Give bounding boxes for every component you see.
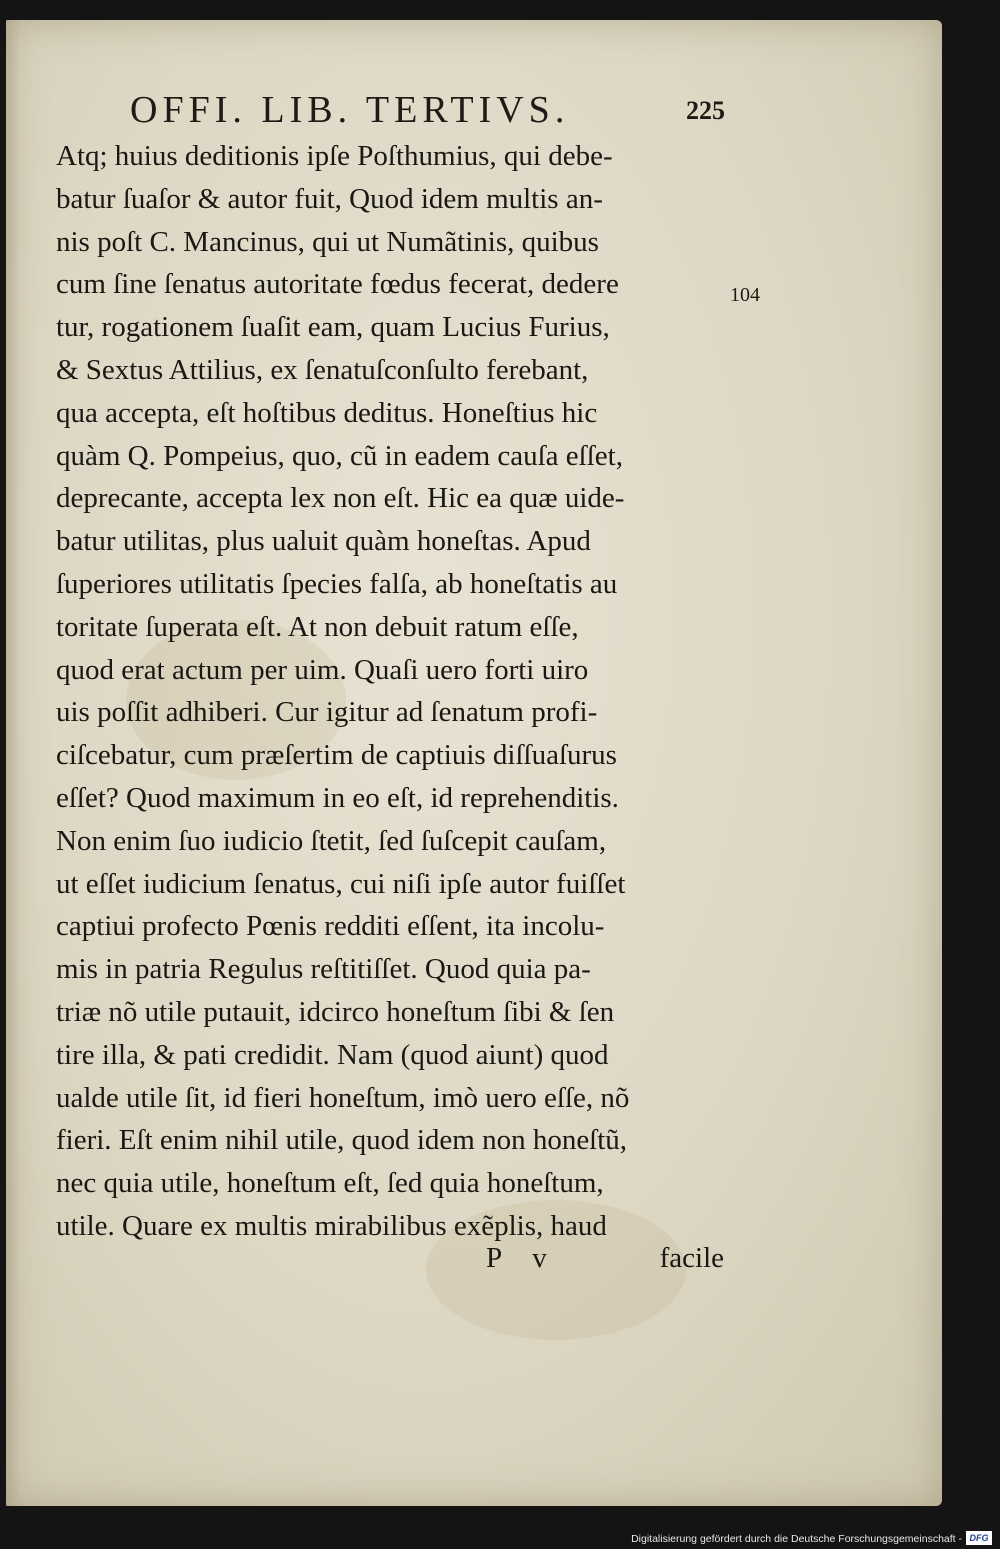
catchword: facile [659, 1242, 724, 1274]
body-text [56, 135, 726, 1248]
text-line: nis poſt C. Mancinus, qui ut Numãtinis, quibus [56, 225, 599, 258]
text-line: Non enim ſuo iudicio ſtetit, ſed ſuſcepit cauſam, [56, 824, 607, 857]
signature-mark: P v [486, 1242, 559, 1274]
text-line: quod erat actum per uim. Quaſi uero forti uiro [56, 653, 589, 686]
text-line: toritate ſuperata eſt. At non debuit ratum eſſe, [56, 610, 579, 643]
text-line: utile. Quare ex multis mirabilibus exẽplis, haud [56, 1209, 607, 1242]
catch-line [486, 1242, 726, 1284]
text-line: ut eſſet iudicium ſenatus, cui niſi ipſe autor fuiſſet [56, 867, 626, 900]
text-line: triæ nõ utile putauit, idcirco honeſtum ſibi & ſen [56, 995, 615, 1028]
text-line: ciſcebatur, cum præſertim de captiuis diſſuaſurus [56, 739, 617, 772]
text-line: eſſet? Quod maximum in eo eſt, id reprehenditis. [56, 781, 619, 814]
text-line: & Sextus Attilius, ex ſenatuſconſulto ferebant, [56, 353, 589, 386]
text-line: Atq; huius deditionis ipſe Poſthumius, qui debe- [56, 140, 613, 172]
text-line: cum ſine ſenatus autoritate fœdus fecerat, dedere [56, 268, 619, 301]
text-line: fieri. Eſt enim nihil utile, quod idem non honeſtũ, [56, 1124, 628, 1157]
text-line: deprecante, accepta lex non eſt. Hic ea quæ uide- [56, 482, 625, 515]
text-line: ſuperiores utilitatis ſpecies falſa, ab honeſtatis au [56, 567, 618, 600]
running-head: OFFI. LIB. TERTIVS. [130, 89, 570, 131]
dfg-logo: DFG [966, 1531, 992, 1545]
text-line: batur utilitas, plus ualuit quàm honeſtas. Apud [56, 525, 591, 558]
text-line: batur ſuaſor & autor fuit, Quod idem multis an- [56, 182, 603, 215]
text-line: tire illa, & pati credidit. Nam (quod aiunt) quod [56, 1038, 609, 1071]
margin-note: 104 [730, 284, 760, 306]
text-line: qua accepta, eſt hoſtibus deditus. Honeſtius hic [56, 396, 598, 429]
text-line: mis in patria Regulus reſtitiſſet. Quod quia pa- [56, 953, 591, 986]
digitization-credit: Digitalisierung gefördert durch die Deutsche Forschungsgemeinschaft - [631, 1533, 962, 1545]
text-line: ualde utile ſit, id fieri honeſtum, imò uero eſſe, nõ [56, 1081, 630, 1114]
page-gutter-shadow [6, 20, 20, 1506]
text-line: nec quia utile, honeſtum eſt, ſed quia honeſtum, [56, 1167, 604, 1200]
text-line: quàm Q. Pompeius, quo, cũ in eadem cauſa eſſet, [56, 439, 623, 472]
page-number: 225 [686, 96, 725, 125]
text-line: uis poſſit adhiberi. Cur igitur ad ſenatum profi- [56, 696, 598, 729]
text-line: tur, rogationem ſuaſit eam, quam Lucius Furius, [56, 311, 610, 344]
text-line: captiui profecto Pœnis redditi eſſent, ita incolu- [56, 910, 605, 943]
